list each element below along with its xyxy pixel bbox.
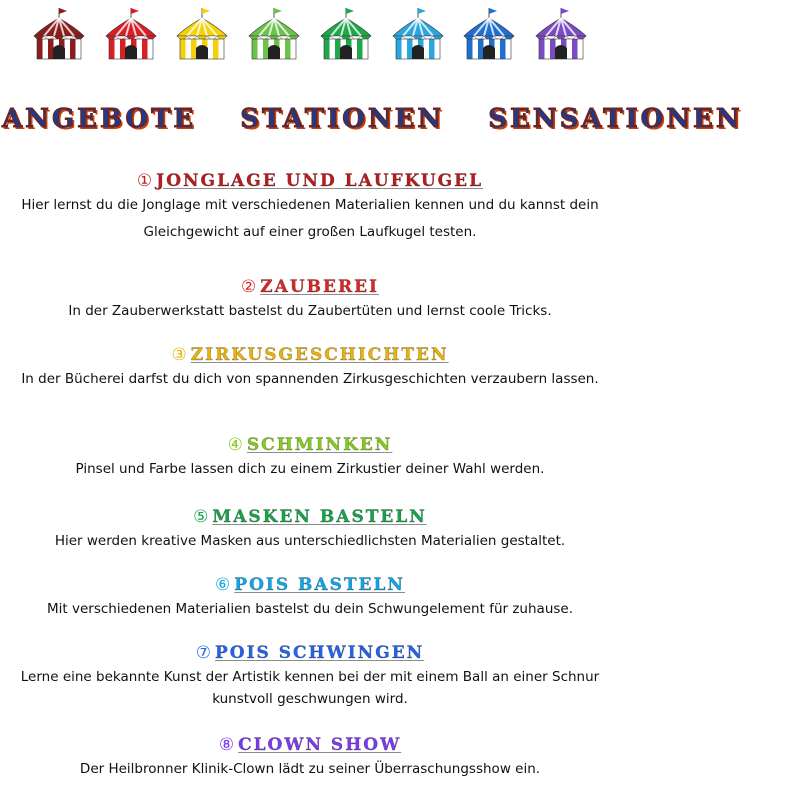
section-schminken [0, 434, 620, 483]
section-description: Der Heilbronner Klinik-Clown lädt zu seiner Überraschungsshow ein. [79, 761, 541, 777]
title-word: STATIONEN [240, 104, 445, 134]
section-masken-basteln [0, 506, 620, 555]
circus-tent-icon [532, 6, 590, 62]
section-name: SCHMINKEN [246, 435, 393, 455]
section-title [0, 344, 620, 366]
section-zirkusgeschichten [0, 344, 620, 389]
section-description: Mit verschiedenen Materialien bastelst du dein Schwungelement für zuhause. [47, 601, 573, 617]
circus-tent-icon [245, 6, 303, 62]
section-number: ① [136, 171, 153, 191]
section-clown-show [0, 734, 620, 783]
circus-tent-icon [102, 6, 160, 62]
section-description: Pinsel und Farbe lassen dich zu einem Zirkustier deiner Wahl werden. [75, 461, 545, 477]
section-name: POIS BASTELN [234, 575, 405, 595]
section-name: CLOWN SHOW [238, 735, 402, 755]
section-description: Lerne eine bekannte Kunst der Artistik kennen bei der mit einem Ball an einer Schnur kunstvoll geschwungen wird. [20, 669, 600, 707]
section-title [0, 574, 620, 596]
circus-tent-icon [389, 6, 447, 62]
section-pois-schwingen [0, 642, 620, 710]
section-title [0, 276, 620, 298]
section-name: POIS SCHWINGEN [215, 643, 425, 663]
section-number: ⑥ [215, 575, 231, 595]
section-number: ⑦ [195, 643, 212, 663]
section-number: ⑧ [218, 735, 235, 755]
title-word: SENSATIONEN [488, 104, 743, 134]
section-description: In der Zauberwerkstatt bastelst du Zaubertüten und lernst coole Tricks. [68, 303, 552, 319]
section-pois-basteln [0, 574, 620, 623]
section-title [0, 434, 620, 456]
page-title [0, 104, 743, 134]
circus-tent-icon [173, 6, 231, 62]
section-description: Hier werden kreative Masken aus unterschiedlichsten Materialien gestaltet. [54, 533, 566, 549]
section-jonglage [0, 170, 620, 246]
circus-tent-icon [317, 6, 375, 62]
section-number: ⑤ [193, 507, 209, 527]
section-number: ② [240, 277, 257, 297]
section-description: In der Bücherei darfst du dich von spannenden Zirkusgeschichten verzaubern lassen. [21, 371, 599, 387]
section-description: Hier lernst du die Jonglage mit verschiedenen Materialien kennen und du kannst dein Gleichgewicht auf einer großen Laufkugel testen. [21, 197, 599, 240]
section-number: ④ [227, 435, 243, 455]
circus-tent-row [30, 6, 590, 62]
section-name: MASKEN BASTELN [212, 507, 427, 527]
title-word: ANGEBOTE [2, 104, 197, 134]
section-title [0, 642, 620, 664]
section-title [0, 734, 620, 756]
circus-tent-icon [30, 6, 88, 62]
section-name: JONGLAGE UND LAUFKUGEL [156, 171, 484, 191]
circus-tent-icon [460, 6, 518, 62]
section-name: ZAUBEREI [260, 277, 380, 297]
section-title [0, 170, 620, 192]
section-name: ZIRKUSGESCHICHTEN [190, 345, 449, 365]
section-number: ③ [171, 345, 187, 365]
section-title [0, 506, 620, 528]
section-zauberei [0, 276, 620, 325]
